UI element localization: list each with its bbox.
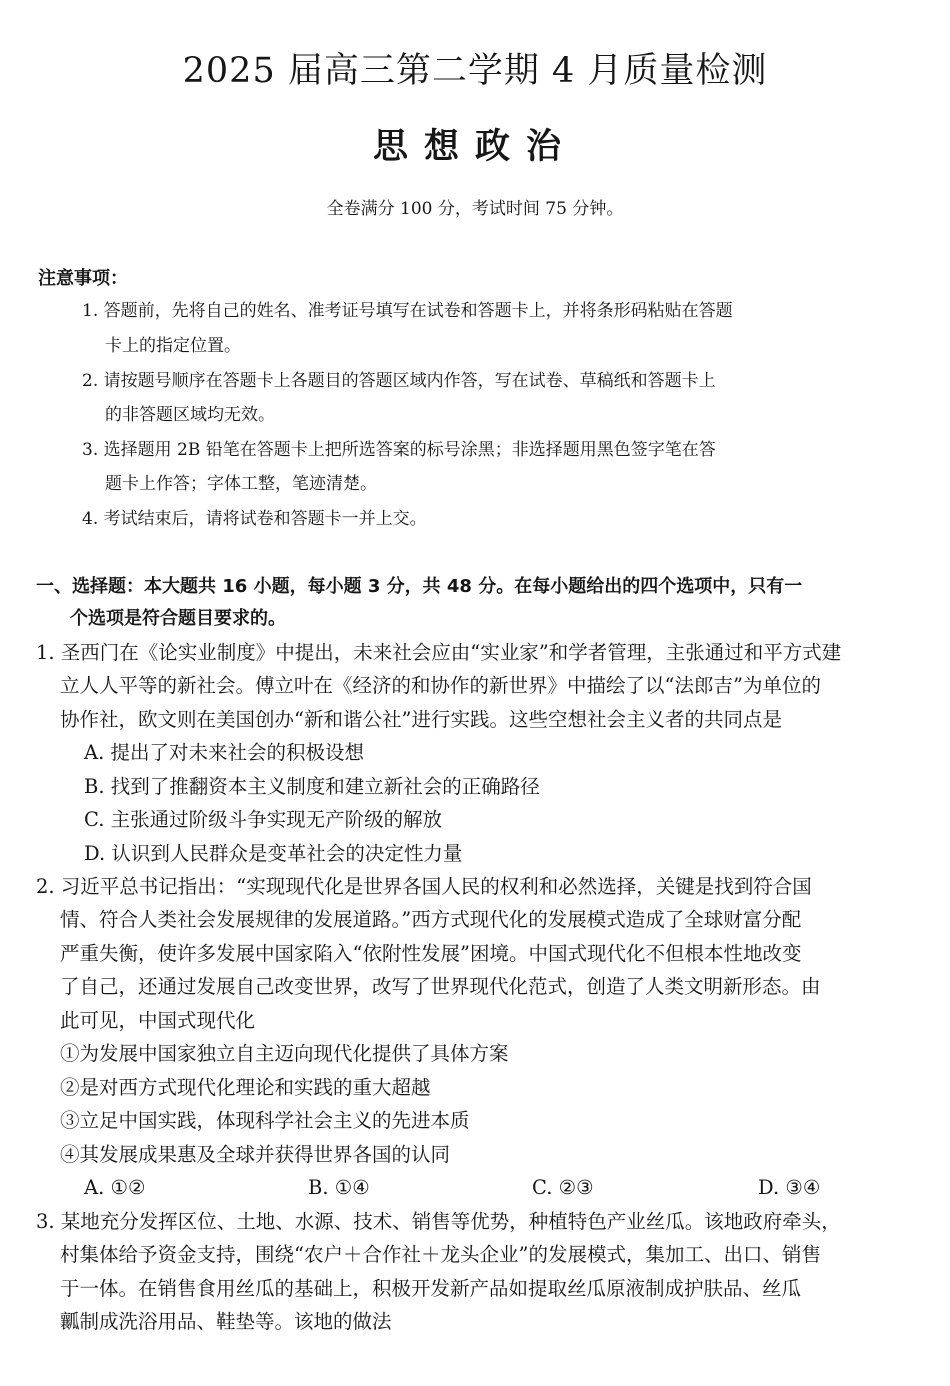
note-line: 4. 考试结束后，请将试卷和答题卡一并上交。 bbox=[82, 509, 427, 529]
question-2-text: 严重失衡，使许多发展中国家陷入“依附性发展”困境。中国式现代化不但根本性地改变 bbox=[60, 942, 802, 965]
exam-title: 2025 届高三第二学期 4 月质量检测 bbox=[182, 51, 768, 91]
question-1-option-a: A. 提出了对未来社会的积极设想 bbox=[84, 741, 364, 764]
question-2-statement: ②是对西方式现代化理论和实践的重大超越 bbox=[60, 1076, 431, 1099]
question-1-text: 协作社，欧文则在美国创办“新和谐公社”进行实践。这些空想社会主义者的共同点是 bbox=[60, 708, 782, 731]
question-1-option-b: B. 找到了推翻资本主义制度和建立新社会的正确路径 bbox=[84, 775, 540, 798]
section-heading-cont: 个选项是符合题目要求的。 bbox=[70, 608, 286, 629]
question-2-option-c: C. ②③ bbox=[532, 1176, 594, 1199]
note-line: 1. 答题前，先将自己的姓名、准考证号填写在试卷和答题卡上，并将条形码粘贴在答题 bbox=[82, 301, 733, 321]
question-3-text: 瓤制成洗浴用品、鞋垫等。该地的做法 bbox=[60, 1310, 392, 1333]
question-2-option-b: B. ①④ bbox=[308, 1176, 370, 1199]
question-1-text: 立人人平等的新社会。傅立叶在《经济的和协作的新世界》中描绘了以“法郎吉”为单位的 bbox=[60, 674, 821, 697]
question-3-text: 村集体给予资金支持，围绕“农户＋合作社＋龙头企业”的发展模式，集加工、出口、销售 bbox=[60, 1243, 821, 1266]
question-2-option-a: A. ①② bbox=[84, 1176, 146, 1199]
question-1-option-d: D. 认识到人民群众是变革社会的决定性力量 bbox=[84, 842, 463, 865]
exam-info: 全卷满分 100 分，考试时间 75 分钟。 bbox=[326, 199, 624, 219]
question-2-statement: ①为发展中国家独立自主迈向现代化提供了具体方案 bbox=[60, 1042, 509, 1065]
question-2-statement: ④其发展成果惠及全球并获得世界各国的认同 bbox=[60, 1143, 451, 1166]
note-line: 2. 请按题号顺序在答题卡上各题目的答题区域内作答，写在试卷、草稿纸和答题卡上 bbox=[82, 371, 716, 391]
question-1-text: 1. 圣西门在《论实业制度》中提出，未来社会应由“实业家”和学者管理，主张通过和平方式建 bbox=[36, 641, 842, 664]
note-line: 卡上的指定位置。 bbox=[105, 336, 241, 356]
question-2-text: 此可见，中国式现代化 bbox=[60, 1009, 256, 1032]
question-2-options bbox=[84, 1173, 924, 1203]
question-2-text: 2. 习近平总书记指出：“实现现代化是世界各国人民的权利和必然选择，关键是找到符合国 bbox=[36, 875, 812, 898]
question-2-option-d: D. ③④ bbox=[758, 1176, 821, 1199]
question-2-text: 情、符合人类社会发展规律的发展道路。”西方式现代化的发展模式造成了全球财富分配 bbox=[60, 908, 802, 931]
question-3-text: 于一体。在销售食用丝瓜的基础上，积极开发新产品如提取丝瓜原液制成护肤品、丝瓜 bbox=[60, 1277, 802, 1300]
note-line: 3. 选择题用 2B 铅笔在答题卡上把所选答案的标号涂黑；非选择题用黑色签字笔在答 bbox=[82, 440, 716, 460]
question-1-option-c: C. 主张通过阶级斗争实现无产阶级的解放 bbox=[84, 808, 443, 831]
notes-heading: 注意事项： bbox=[38, 268, 128, 289]
question-2-statement: ③立足中国实践，体现科学社会主义的先进本质 bbox=[60, 1109, 470, 1132]
question-2-text: 了自己，还通过发展自己改变世界，改写了世界现代化范式，创造了人类文明新形态。由 bbox=[60, 975, 821, 998]
note-line: 题卡上作答；字体工整，笔迹清楚。 bbox=[105, 474, 377, 494]
subject-title: 思想政治 bbox=[372, 127, 577, 167]
note-line: 的非答题区域均无效。 bbox=[105, 405, 275, 425]
question-3-text: 3. 某地充分发挥区位、土地、水源、技术、销售等优势，种植特色产业丝瓜。该地政府牵头， bbox=[36, 1210, 841, 1233]
section-heading: 一、选择题：本大题共 16 小题，每小题 3 分，共 48 分。在每小题给出的四个选项中，只有一 bbox=[36, 576, 803, 597]
